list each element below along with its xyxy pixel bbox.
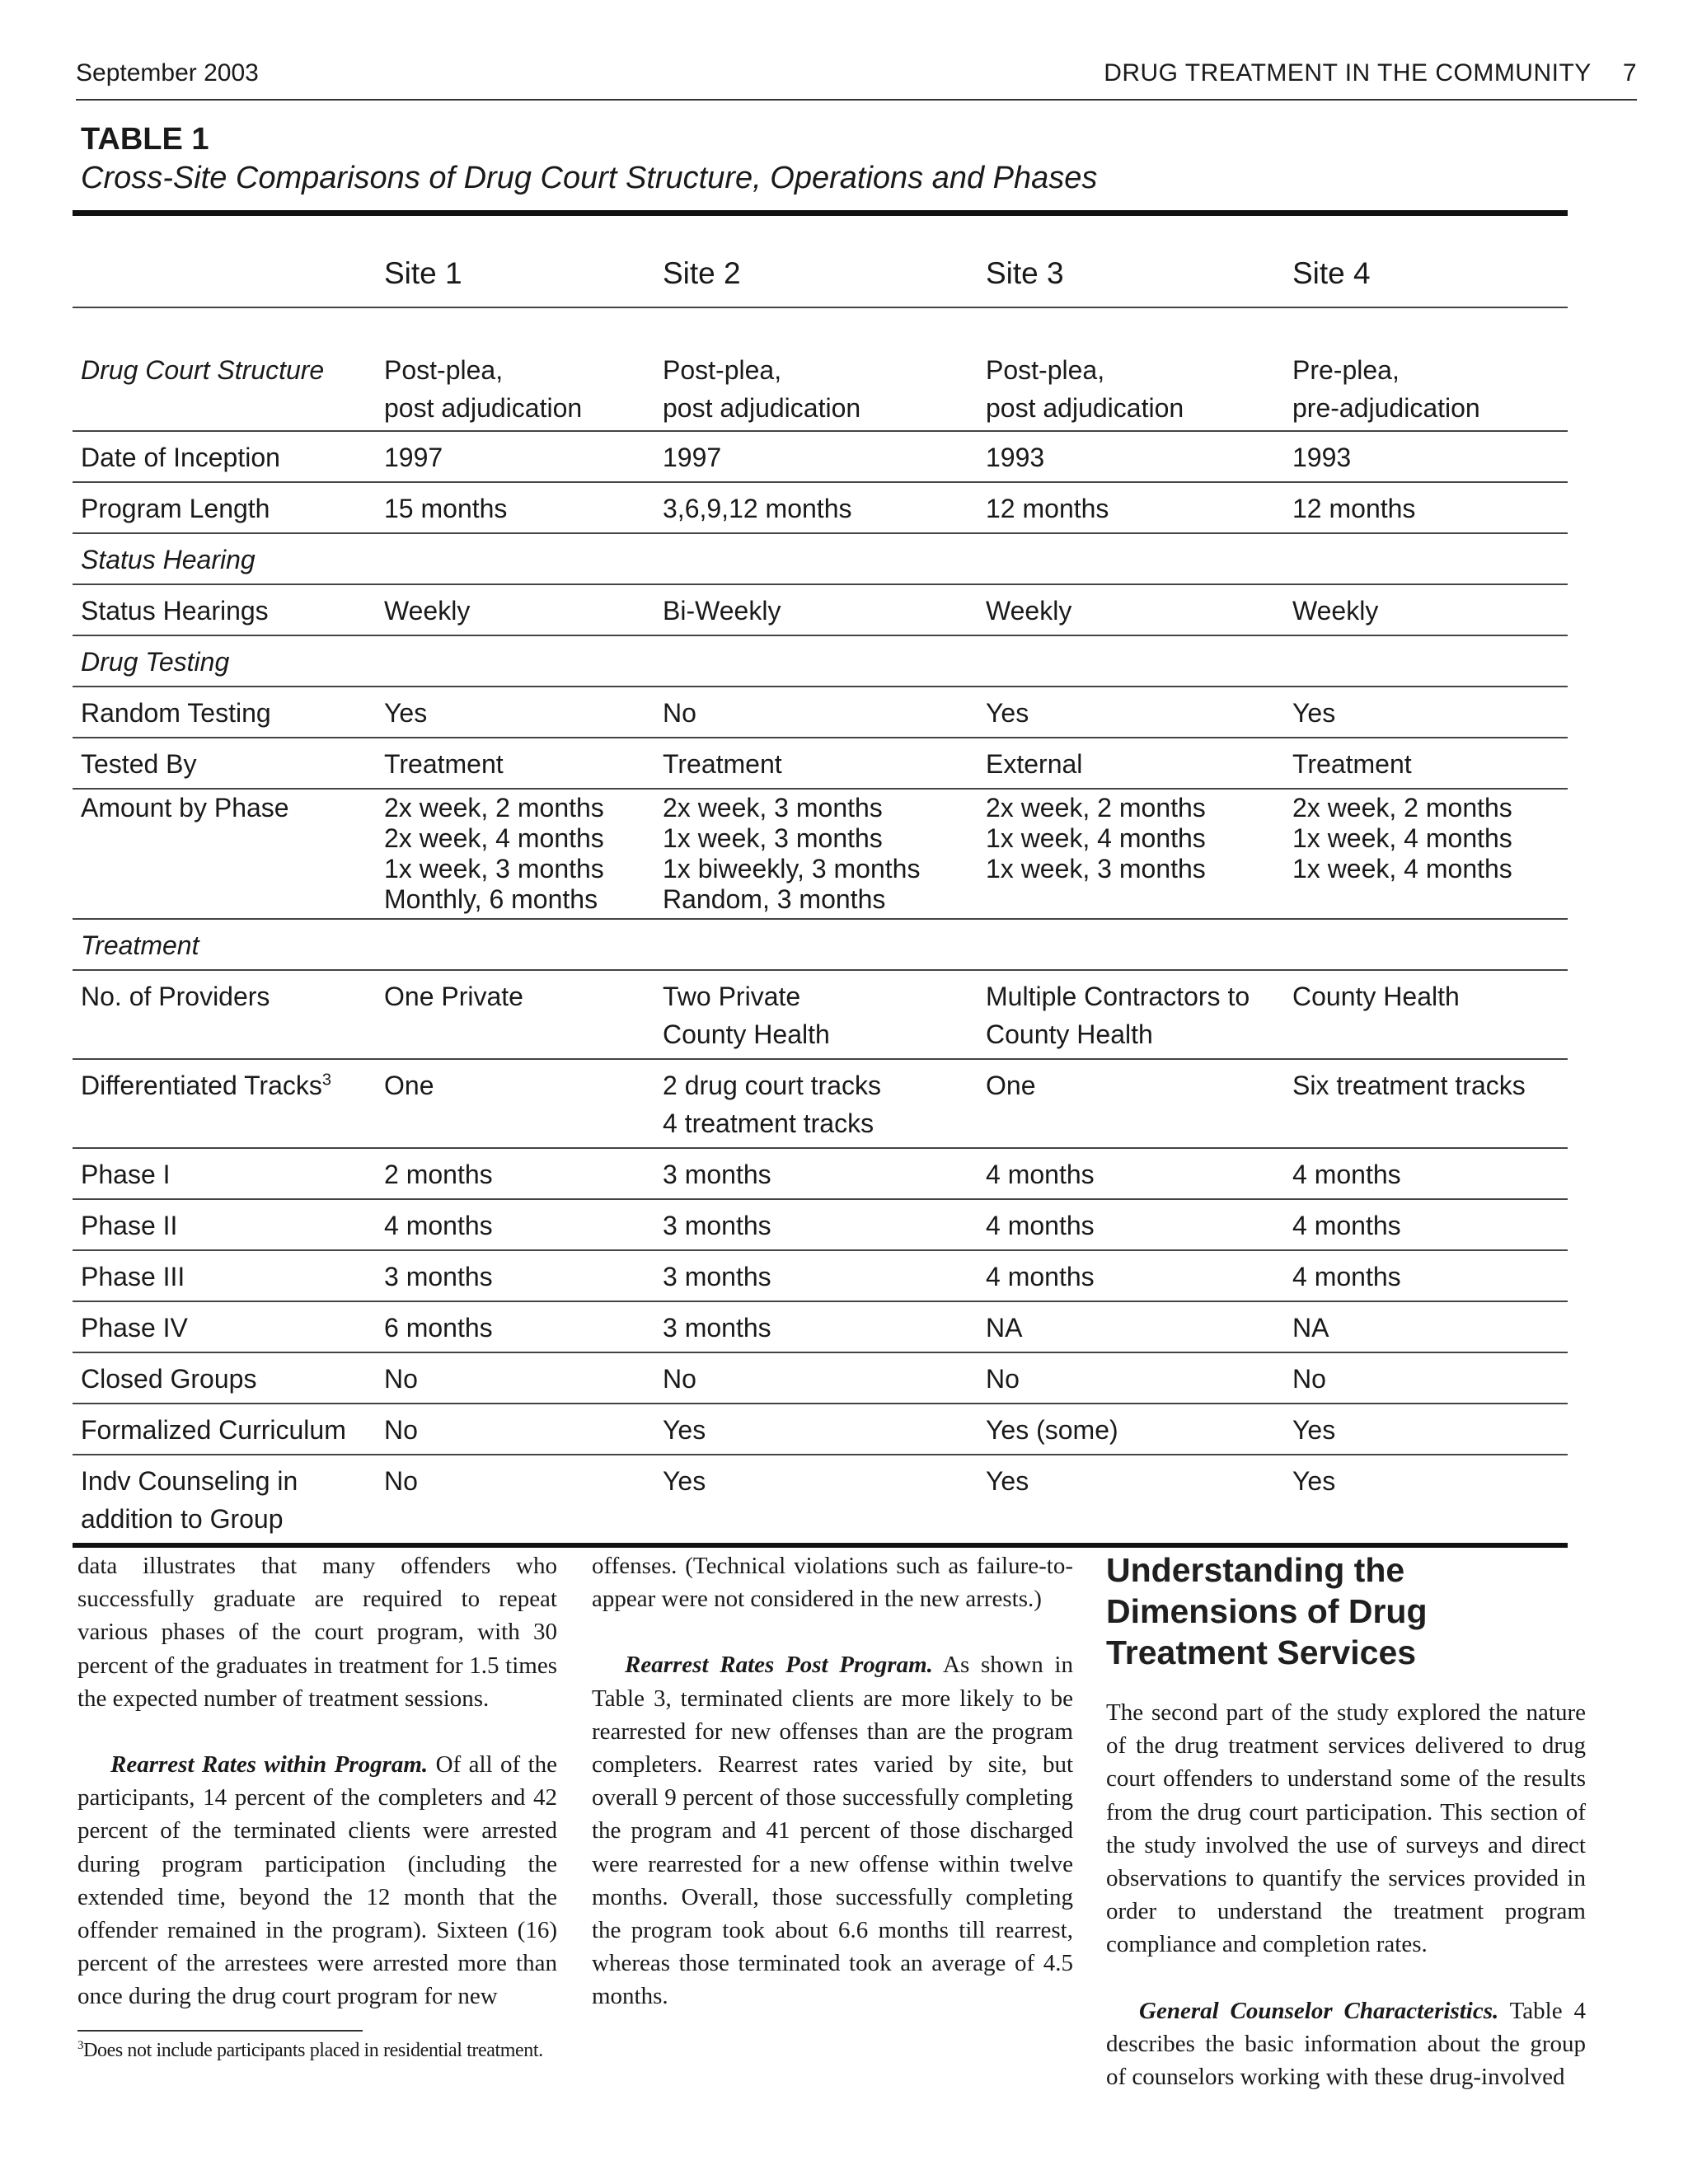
row-label: No. of Providers bbox=[81, 982, 270, 1011]
table-row-indv-counseling bbox=[73, 1455, 1568, 1543]
cell-site4: No bbox=[1292, 1364, 1326, 1394]
row-label: Phase II bbox=[81, 1211, 178, 1240]
cell-line: Six treatment tracks bbox=[1292, 1071, 1526, 1100]
cell-site3: Yes bbox=[986, 698, 1029, 728]
cell-line: 2x week, 2 months bbox=[986, 793, 1206, 823]
cell-site2: Treatment bbox=[663, 749, 782, 779]
cell-line: 1x week, 4 months bbox=[1292, 823, 1512, 853]
footnote-rule bbox=[77, 2030, 363, 2032]
table-section-status-hearing bbox=[73, 533, 1568, 584]
row-label bbox=[73, 1455, 376, 1543]
table-row-tested-by bbox=[73, 738, 1568, 789]
cell-line: County Health bbox=[1292, 982, 1460, 1011]
table-row-date-of-inception bbox=[73, 431, 1568, 482]
cell-line: 1x week, 3 months bbox=[663, 823, 883, 853]
cell-line: One bbox=[986, 1071, 1036, 1100]
paragraph-rearrest-within bbox=[77, 1748, 557, 2013]
section-label: Treatment bbox=[81, 930, 199, 960]
cell-site4: Yes bbox=[1292, 1415, 1336, 1445]
cell-site2 bbox=[654, 307, 978, 431]
cell-line: Post-plea, bbox=[384, 355, 504, 385]
cell-site4: 4 months bbox=[1292, 1211, 1401, 1240]
cell-site2: 3 months bbox=[663, 1313, 771, 1343]
cell-site4: 4 months bbox=[1292, 1160, 1401, 1189]
cell-line: 4 treatment tracks bbox=[663, 1108, 874, 1138]
table-row-amount-by-phase bbox=[73, 789, 1568, 919]
cell-site2: Yes bbox=[663, 1415, 706, 1445]
page-number: 7 bbox=[1622, 59, 1637, 87]
cell-line: pre-adjudication bbox=[1292, 393, 1480, 423]
paragraph: data illustrates that many offenders who successfully graduate are required to repeat various phases of the court program, with 30 percent of the graduates in treatment for 1.5 times the expected number of treatment sessions. bbox=[77, 1553, 557, 1712]
table-section-treatment bbox=[73, 919, 1568, 970]
cell-site4: 1993 bbox=[1292, 443, 1352, 472]
paragraph: offenses. (Technical violations such as failure-to-appear were not considered in the new arrests.) bbox=[592, 1553, 1073, 1613]
cell-site1: Weekly bbox=[384, 596, 471, 626]
row-label-line: Indv Counseling in bbox=[81, 1466, 298, 1496]
paragraph-text: Table 4 describes the basic information about the group of counselors working with these drug-involved bbox=[1106, 1997, 1586, 2091]
table-row-random-testing bbox=[73, 687, 1568, 738]
cell-line: 1x week, 4 months bbox=[986, 823, 1206, 853]
cell-site4: Treatment bbox=[1292, 749, 1412, 779]
cell-line: 1x week, 3 months bbox=[384, 854, 604, 883]
paragraph-text: Of all of the participants, 14 percent of the completers and 42 percent of the terminated clients were arrested during program participation (including the extended time, beyond the 12 month that the offender remained in the program). Sixteen (16) percent of the arrestees were arrested more than once during the drug court program for new bbox=[77, 1751, 558, 2010]
cell-site3: 1993 bbox=[986, 443, 1045, 472]
cell-site3: Weekly bbox=[986, 596, 1072, 626]
cell-site1: 3 months bbox=[384, 1262, 493, 1291]
cell-site1: 2 months bbox=[384, 1160, 493, 1189]
table-header-row bbox=[73, 216, 1568, 307]
cell-site2: 3 months bbox=[663, 1160, 771, 1189]
table-bottom-rule bbox=[73, 1543, 1568, 1548]
cell-line: 2x week, 3 months bbox=[663, 793, 883, 823]
row-label: Tested By bbox=[81, 749, 197, 779]
row-label: Random Testing bbox=[81, 698, 271, 728]
cell-site3: Yes (some) bbox=[986, 1415, 1118, 1445]
table-title: Cross-Site Comparisons of Drug Court Structure, Operations and Phases bbox=[81, 161, 1098, 195]
cell-site3 bbox=[978, 307, 1284, 431]
cell-site3: 12 months bbox=[986, 494, 1109, 523]
cell-site3: Yes bbox=[986, 1466, 1029, 1496]
cell-line: 1x week, 3 months bbox=[986, 854, 1206, 883]
body-column-1 bbox=[77, 1549, 557, 2013]
cell-site2: No bbox=[663, 698, 696, 728]
row-label: Phase I bbox=[81, 1160, 171, 1189]
table-row-differentiated-tracks bbox=[73, 1059, 1568, 1148]
cell-line: Monthly, 6 months bbox=[384, 884, 598, 914]
cell-line: Post-plea, bbox=[986, 355, 1105, 385]
row-label: Status Hearings bbox=[81, 596, 269, 626]
cell-site2 bbox=[654, 1059, 978, 1148]
cell-line: 1x biweekly, 3 months bbox=[663, 854, 921, 883]
header-journal-title bbox=[1104, 59, 1637, 87]
cell-site4 bbox=[1284, 307, 1568, 431]
row-label: Drug Court Structure bbox=[81, 355, 325, 385]
cell-line: Multiple Contractors to bbox=[986, 982, 1250, 1011]
cell-site1: No bbox=[384, 1415, 418, 1445]
paragraph-rearrest-post bbox=[592, 1648, 1073, 2013]
table-row-phase-2 bbox=[73, 1199, 1568, 1250]
cell-site3 bbox=[978, 789, 1284, 919]
section-heading: Understanding the Dimensions of Drug Treatment Services bbox=[1106, 1551, 1428, 1671]
footnote bbox=[77, 2039, 543, 2062]
cell-site2: Yes bbox=[663, 1466, 706, 1496]
cell-line: One bbox=[384, 1071, 434, 1100]
row-label: Phase IV bbox=[81, 1313, 188, 1343]
cell-site2: 3 months bbox=[663, 1262, 771, 1291]
table-row-program-length bbox=[73, 482, 1568, 533]
cell-line: post adjudication bbox=[663, 393, 861, 423]
comparison-table bbox=[73, 210, 1568, 1548]
cell-site1: 1997 bbox=[384, 443, 443, 472]
footnote-mark: 3 bbox=[321, 1071, 331, 1090]
running-header bbox=[76, 58, 1637, 101]
cell-line: post adjudication bbox=[986, 393, 1184, 423]
cell-site3: 4 months bbox=[986, 1211, 1095, 1240]
row-label-text: Differentiated Tracks bbox=[81, 1071, 322, 1100]
column-header-site1: Site 1 bbox=[384, 256, 462, 290]
cell-site1: 6 months bbox=[384, 1313, 493, 1343]
row-label bbox=[73, 1059, 376, 1148]
paragraph-text: As shown in Table 3, terminated clients are more likely to be rearrested for new offenses than are the program completers. Rearrest rates varied by site, but overall 9 percent of those successfully completing the program and 41 percent of those discharged were rearrested for a new offense within twelve months. Overall, those successfully completing the program took about 6.6 months till rearrest, whereas those terminated took an average of 4.5 months. bbox=[592, 1652, 1073, 2010]
table-section-drug-testing bbox=[73, 635, 1568, 687]
section-label: Status Hearing bbox=[81, 545, 256, 574]
footnote-mark: 3 bbox=[77, 2039, 84, 2052]
cell-site1: 15 months bbox=[384, 494, 508, 523]
cell-site4: 12 months bbox=[1292, 494, 1416, 523]
cell-line: 2x week, 2 months bbox=[384, 793, 604, 823]
table-row-drug-court-structure bbox=[73, 307, 1568, 431]
cell-line: 2x week, 2 months bbox=[1292, 793, 1512, 823]
cell-site3: External bbox=[986, 749, 1083, 779]
table-row-phase-4 bbox=[73, 1301, 1568, 1352]
cell-line: County Health bbox=[663, 1019, 830, 1049]
cell-site2: 1997 bbox=[663, 443, 722, 472]
cell-line: Pre-plea, bbox=[1292, 355, 1400, 385]
column-header-empty bbox=[73, 216, 376, 307]
cell-site3: No bbox=[986, 1364, 1020, 1394]
body-column-3 bbox=[1106, 1549, 1586, 2093]
cell-site1 bbox=[376, 307, 654, 431]
table-label: TABLE 1 bbox=[81, 122, 209, 157]
cell-site3: 4 months bbox=[986, 1262, 1095, 1291]
cell-site1: Treatment bbox=[384, 749, 504, 779]
cell-site2: 3,6,9,12 months bbox=[663, 494, 852, 523]
cell-line: post adjudication bbox=[384, 393, 583, 423]
cell-line: County Health bbox=[986, 1019, 1153, 1049]
cell-site4: Yes bbox=[1292, 698, 1336, 728]
section-label: Drug Testing bbox=[81, 647, 230, 677]
run-in-heading: Rearrest Rates Post Program. bbox=[625, 1652, 933, 1679]
header-date: September 2003 bbox=[76, 59, 259, 87]
cell-site1: Yes bbox=[384, 698, 428, 728]
column-header-site4: Site 4 bbox=[1292, 256, 1371, 290]
cell-site1: No bbox=[384, 1466, 418, 1496]
body-column-2 bbox=[592, 1549, 1073, 2013]
cell-line: Post-plea, bbox=[663, 355, 782, 385]
paragraph-counselor bbox=[1106, 1994, 1586, 2094]
table-row-phase-3 bbox=[73, 1250, 1568, 1301]
table-row-formalized-curriculum bbox=[73, 1404, 1568, 1455]
cell-site2: 3 months bbox=[663, 1211, 771, 1240]
cell-site4 bbox=[1284, 789, 1568, 919]
cell-site2: Bi-Weekly bbox=[663, 596, 781, 626]
cell-site3 bbox=[978, 970, 1284, 1059]
cell-site1 bbox=[376, 789, 654, 919]
cell-site4: Yes bbox=[1292, 1466, 1336, 1496]
cell-site3: 4 months bbox=[986, 1160, 1095, 1189]
table-row-status-hearings bbox=[73, 584, 1568, 635]
column-header-site2: Site 2 bbox=[663, 256, 741, 290]
cell-line: 1x week, 4 months bbox=[1292, 854, 1512, 883]
cell-line: One Private bbox=[384, 982, 523, 1011]
cell-line: 2x week, 4 months bbox=[384, 823, 604, 853]
row-label: Date of Inception bbox=[81, 443, 280, 472]
row-label-line: addition to Group bbox=[81, 1504, 284, 1534]
run-in-heading: General Counselor Characteristics. bbox=[1139, 1997, 1499, 2024]
cell-site4: 4 months bbox=[1292, 1262, 1401, 1291]
row-label: Formalized Curriculum bbox=[81, 1415, 346, 1445]
table-row-phase-1 bbox=[73, 1148, 1568, 1199]
cell-site2: No bbox=[663, 1364, 696, 1394]
row-label: Amount by Phase bbox=[81, 793, 289, 823]
comparison-table-grid bbox=[73, 216, 1568, 1543]
cell-site4 bbox=[1284, 1059, 1568, 1148]
footnote-text: Does not include participants placed in residential treatment. bbox=[83, 2040, 543, 2061]
cell-site1 bbox=[376, 970, 654, 1059]
row-label: Phase III bbox=[81, 1262, 185, 1291]
row-label: Program Length bbox=[81, 494, 270, 523]
cell-line: Two Private bbox=[663, 982, 801, 1011]
cell-site1: No bbox=[384, 1364, 418, 1394]
journal-name: DRUG TREATMENT IN THE COMMUNITY bbox=[1104, 59, 1592, 87]
cell-site3: NA bbox=[986, 1313, 1023, 1343]
cell-site1 bbox=[376, 1059, 654, 1148]
paragraph: The second part of the study explored the nature of the drug treatment services delivered to drug court offenders to understand some of the results from the drug court participation. This section of the study involved the use of surveys and direct observations to quantify the services provided in order to understand the treatment program compliance and completion rates. bbox=[1106, 1699, 1586, 1958]
run-in-heading: Rearrest Rates within Program. bbox=[110, 1751, 429, 1779]
cell-site1: 4 months bbox=[384, 1211, 493, 1240]
cell-site3 bbox=[978, 1059, 1284, 1148]
cell-site2 bbox=[654, 970, 978, 1059]
cell-site4: NA bbox=[1292, 1313, 1329, 1343]
cell-line: 2 drug court tracks bbox=[663, 1071, 881, 1100]
table-top-rule bbox=[73, 210, 1568, 216]
cell-site4: Weekly bbox=[1292, 596, 1379, 626]
table-row-closed-groups bbox=[73, 1352, 1568, 1404]
cell-site4 bbox=[1284, 970, 1568, 1059]
cell-site2 bbox=[654, 789, 978, 919]
column-header-site3: Site 3 bbox=[986, 256, 1064, 290]
row-label: Closed Groups bbox=[81, 1364, 257, 1394]
cell-line: Random, 3 months bbox=[663, 884, 886, 914]
table-row-no-of-providers bbox=[73, 970, 1568, 1059]
